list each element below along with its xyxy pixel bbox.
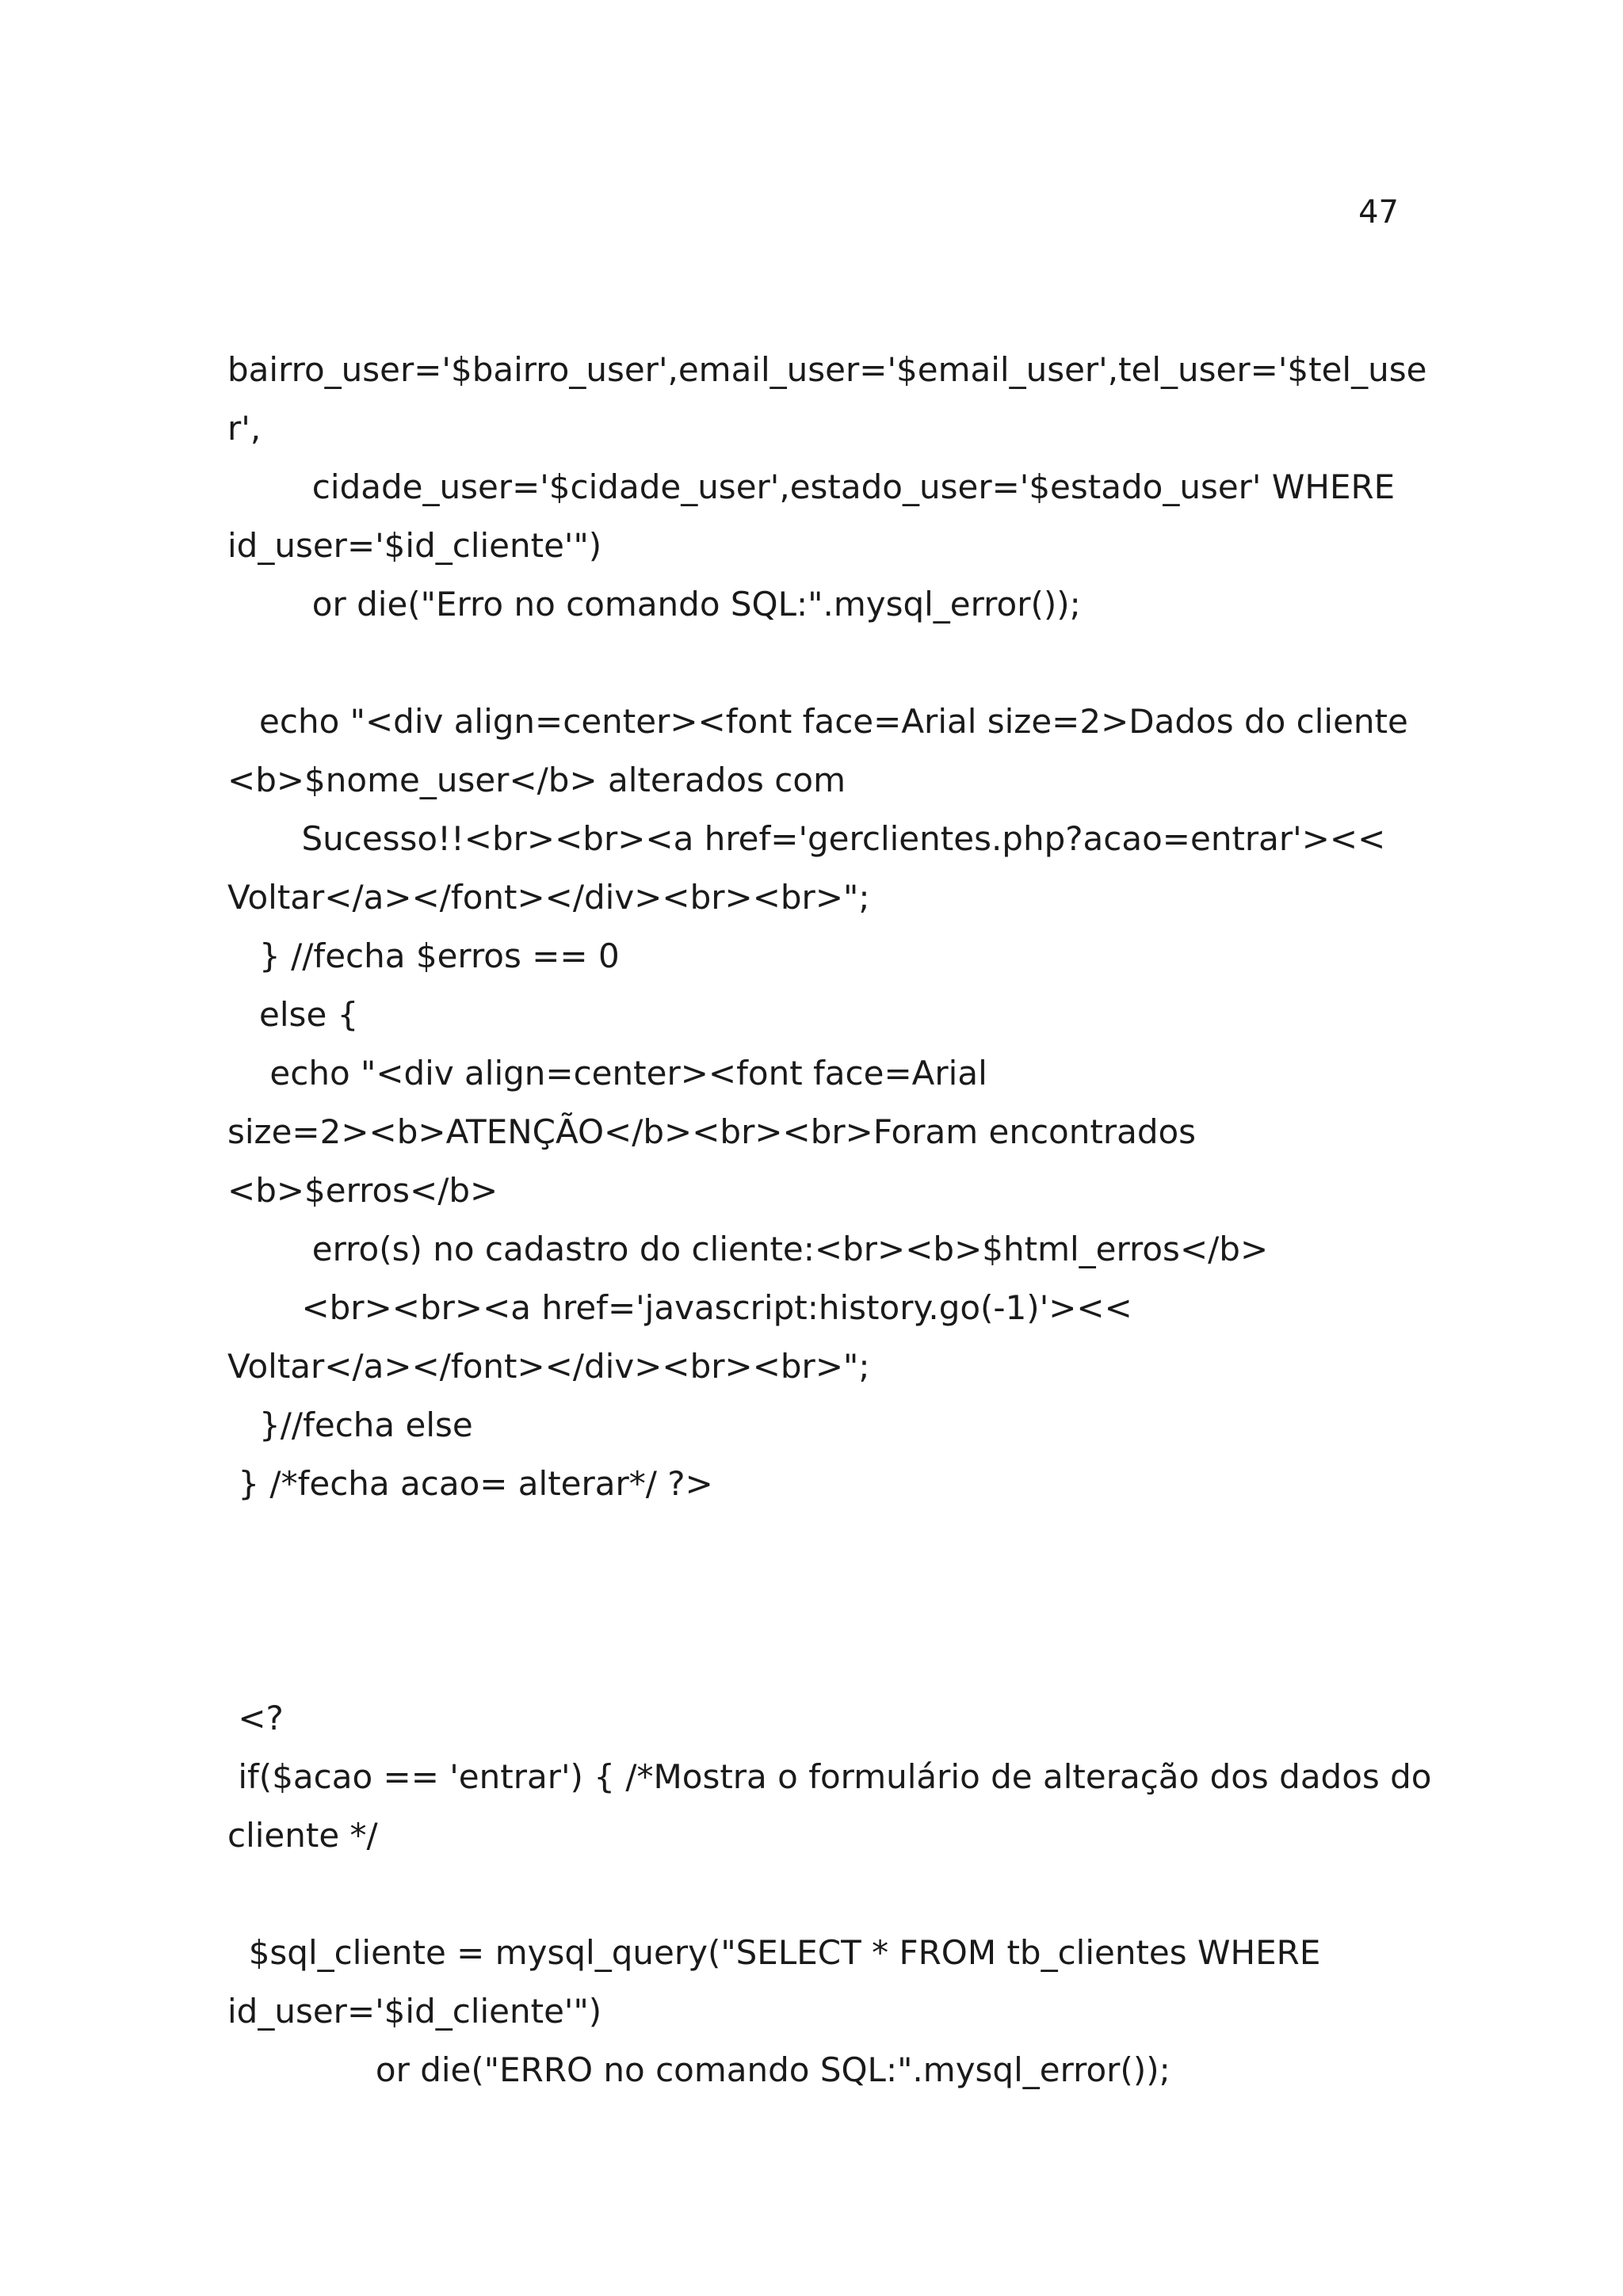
code-line: $sql_cliente = mysql_query("SELECT * FROM tb_clientes WHERE [227, 1933, 1321, 1972]
code-line [227, 1572, 1416, 1630]
code-line: Sucesso!!<br><br><a href='gerclientes.php?acao=entrar'><< [227, 819, 1386, 858]
code-line: r', [227, 409, 262, 448]
code-line: cidade_user='$cidade_user',estado_user='$estado_user' WHERE [227, 467, 1396, 506]
code-line: size=2><b>ATENÇÃO</b><br><br>Foram encontrados [227, 1112, 1197, 1151]
code-line [227, 1630, 1416, 1689]
code-line: <? [227, 1699, 284, 1737]
code-line: or die("ERRO no comando SQL:".mysql_error()); [227, 2050, 1170, 2089]
code-line: }//fecha else [227, 1405, 473, 1444]
page-number: 47 [1358, 194, 1399, 231]
code-line: <b>$erros</b> [227, 1171, 498, 1210]
code-listing [227, 341, 1432, 2100]
code-line [227, 634, 1416, 692]
code-line: <br><br><a href='javascript:history.go(-1)'><< [227, 1288, 1132, 1327]
code-line: <b>$nome_user</b> alterados com [227, 761, 846, 799]
code-line: or die("Erro no comando SQL:".mysql_error()); [227, 585, 1081, 624]
code-line: else { [227, 995, 359, 1034]
code-line: erro(s) no cadastro do cliente:<br><b>$html_erros</b> [227, 1230, 1269, 1268]
code-line: } /*fecha acao= alterar*/ ?> [227, 1464, 713, 1503]
code-line: echo "<div align=center><font face=Arial [227, 1054, 987, 1093]
code-line: echo "<div align=center><font face=Arial size=2>Dados do cliente [227, 702, 1408, 741]
code-line [227, 1513, 1416, 1572]
code-line: Voltar</a></font></div><br><br>"; [227, 1347, 870, 1386]
code-line: id_user='$id_cliente'") [227, 526, 602, 565]
code-line: if($acao == 'entrar') { /*Mostra o formulário de alteração dos dados do [227, 1757, 1432, 1796]
code-line: Voltar</a></font></div><br><br>"; [227, 878, 870, 917]
code-line: } //fecha $erros == 0 [227, 936, 620, 975]
code-line: cliente */ [227, 1816, 378, 1855]
code-line: bairro_user='$bairro_user',email_user='$email_user',tel_user='$tel_use [227, 350, 1427, 389]
code-line [227, 1865, 1416, 1924]
code-line: id_user='$id_cliente'") [227, 1992, 602, 2031]
